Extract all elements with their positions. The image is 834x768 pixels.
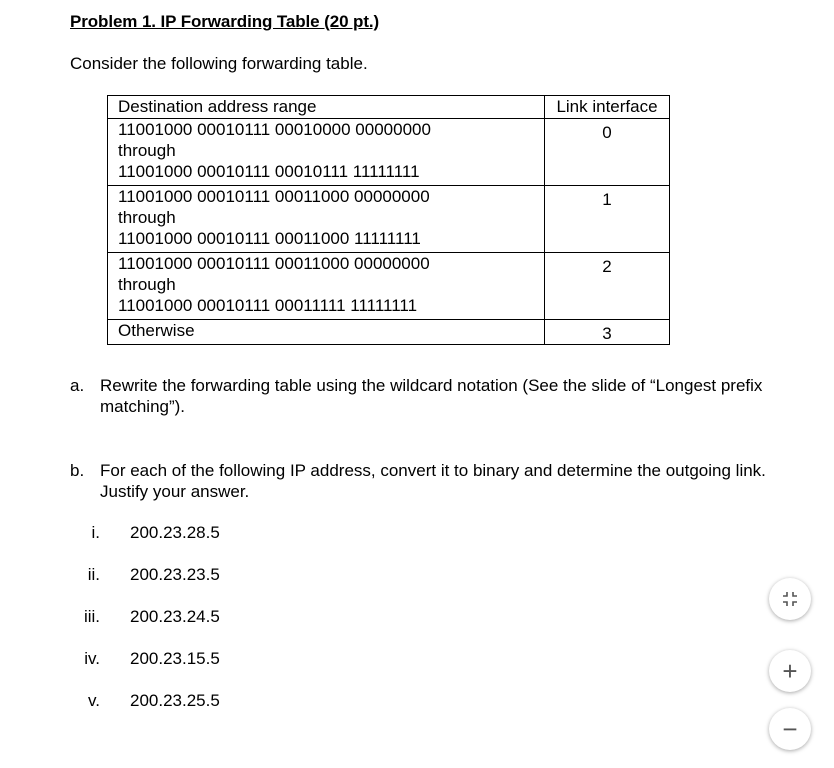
link-interface: 0 xyxy=(545,119,670,186)
question-a-label: a. xyxy=(70,376,85,395)
forwarding-table xyxy=(107,95,670,345)
question-b-label: b. xyxy=(70,461,85,480)
link-interface: 1 xyxy=(545,186,670,253)
problem-title: Problem 1. IP Forwarding Table (20 pt.) xyxy=(70,12,380,31)
table-row-otherwise xyxy=(108,320,670,345)
ip-address: 200.23.15.5 xyxy=(130,649,220,668)
table-header-row xyxy=(108,96,670,119)
table-row xyxy=(108,186,670,253)
ip-number: iii. xyxy=(83,607,100,626)
range-end: 11001000 00010111 00010111 11111111 xyxy=(118,162,420,181)
intro-text: Consider the following forwarding table. xyxy=(70,54,368,73)
fit-page-icon xyxy=(781,590,799,608)
ip-address: 200.23.24.5 xyxy=(130,607,220,626)
range-start: 11001000 00010111 00010000 00000000 xyxy=(118,120,431,139)
range-end: 11001000 00010111 00011000 11111111 xyxy=(118,229,421,248)
link-interface: 3 xyxy=(545,320,670,345)
question-a xyxy=(70,375,800,417)
range-start: 11001000 00010111 00011000 00000000 xyxy=(118,187,430,206)
question-b-text: For each of the following IP address, convert it to binary and determine the outgoing link. Justify your answer. xyxy=(100,461,766,501)
ip-number: v. xyxy=(88,691,100,710)
destination-range xyxy=(108,186,545,253)
minus-icon: − xyxy=(782,713,798,744)
header-destination: Destination address range xyxy=(108,96,545,119)
ip-number: iv. xyxy=(84,649,100,668)
fit-page-button[interactable] xyxy=(769,578,811,620)
range-through: through xyxy=(118,208,176,227)
plus-icon: + xyxy=(782,655,798,686)
link-interface: 2 xyxy=(545,253,670,320)
range-through: through xyxy=(118,275,176,294)
ip-address: 200.23.28.5 xyxy=(130,523,220,542)
table-row xyxy=(108,253,670,320)
destination-range xyxy=(108,253,545,320)
otherwise-label: Otherwise xyxy=(108,320,545,345)
ip-address: 200.23.23.5 xyxy=(130,565,220,584)
ip-number: i. xyxy=(91,523,100,542)
ip-number: ii. xyxy=(87,565,100,584)
table-row xyxy=(108,119,670,186)
destination-range xyxy=(108,119,545,186)
question-a-text: Rewrite the forwarding table using the wildcard notation (See the slide of “Longest prefix matching”). xyxy=(100,376,763,416)
ip-address: 200.23.25.5 xyxy=(130,691,220,710)
zoom-out-button[interactable] xyxy=(769,708,811,750)
range-through: through xyxy=(118,141,176,160)
range-end: 11001000 00010111 00011111 11111111 xyxy=(118,296,418,315)
zoom-in-button[interactable] xyxy=(769,650,811,692)
question-b xyxy=(70,460,800,502)
header-link-interface: Link interface xyxy=(545,96,670,119)
range-start: 11001000 00010111 00011000 00000000 xyxy=(118,254,430,273)
